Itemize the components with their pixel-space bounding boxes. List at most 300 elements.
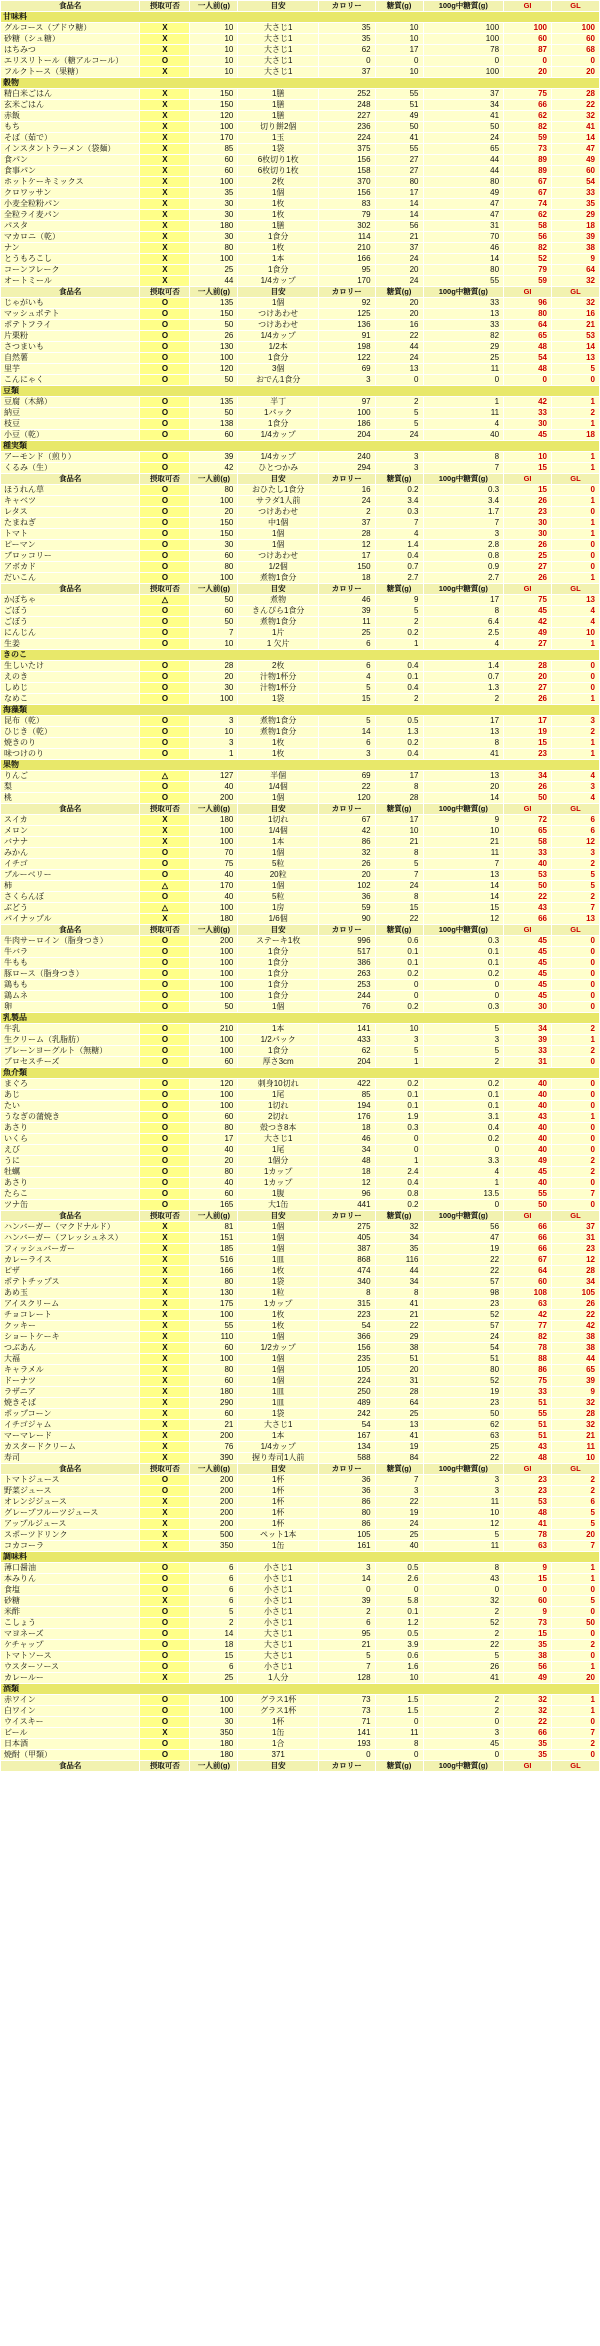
serving-measure: 5粒 [238,859,319,870]
serving-grams: 100 [190,694,238,705]
column-header-3: 目安 [238,1211,319,1222]
intake-allowed: X [140,89,190,100]
gl-value: 0 [551,672,599,683]
serving-measure: 切り餅2個 [238,122,319,133]
column-header-5: 糖質(g) [375,925,423,936]
serving-measure: 刺身10切れ [238,1079,319,1090]
carbs-per-100g: 0 [423,56,504,67]
column-header-2: 一人前(g) [190,584,238,595]
table-row [1,1354,600,1365]
carbs: 0.6 [375,1651,423,1662]
carbs: 51 [375,100,423,111]
serving-measure: 1缶 [238,1728,319,1739]
gl-value: 18 [551,430,599,441]
carbs: 24 [375,430,423,441]
serving-grams: 40 [190,1145,238,1156]
carbs-per-100g: 15 [423,903,504,914]
food-name: 白ワイン [1,1706,140,1717]
gl-value: 1 [551,1035,599,1046]
column-header-gl: GL [551,1464,599,1475]
food-name: ほうれん草 [1,485,140,496]
intake-allowed: X [140,1233,190,1244]
intake-allowed: X [140,1398,190,1409]
calories: 370 [318,177,375,188]
table-row [1,892,600,903]
food-name: 本みりん [1,1574,140,1585]
carbs-per-100g: 4 [423,639,504,650]
serving-grams: 500 [190,1530,238,1541]
food-name: ツナ缶 [1,1200,140,1211]
carbs: 2.7 [375,573,423,584]
carbs: 5.8 [375,1596,423,1607]
food-name: 野菜ジュース [1,1486,140,1497]
serving-measure: 1食分 [238,980,319,991]
carbs-per-100g: 14 [423,881,504,892]
carbs-per-100g: 65 [423,144,504,155]
carbs: 0.3 [375,1123,423,1134]
carbs-per-100g: 12 [423,1519,504,1530]
gi-value: 79 [504,265,552,276]
carbs: 17 [375,45,423,56]
intake-allowed: O [140,485,190,496]
food-name: あさり [1,1123,140,1134]
carbs: 19 [375,1442,423,1453]
carbs: 49 [375,111,423,122]
serving-grams: 166 [190,1266,238,1277]
intake-allowed: X [140,1343,190,1354]
intake-allowed: O [140,540,190,551]
intake-allowed: O [140,1585,190,1596]
calories: 0 [318,56,375,67]
table-header-row [1,925,600,936]
carbs-per-100g: 0.1 [423,1101,504,1112]
gl-value: 0 [551,1200,599,1211]
table-row [1,1343,600,1354]
serving-measure: 1/4カップ [238,452,319,463]
gi-value: 45 [504,1167,552,1178]
gl-value: 14 [551,133,599,144]
table-row [1,1706,600,1717]
intake-allowed: O [140,518,190,529]
category-row [1,12,600,23]
carbs: 3 [375,452,423,463]
serving-measure: 1袋 [238,1277,319,1288]
column-header-name: 食品名 [1,1,140,12]
food-name: アイスクリーム [1,1299,140,1310]
intake-allowed: O [140,1695,190,1706]
gi-value: 53 [504,1497,552,1508]
gi-value: 35 [504,1739,552,1750]
carbs: 40 [375,1541,423,1552]
serving-measure: 1袋 [238,694,319,705]
serving-measure: 1切れ [238,815,319,826]
carbs-per-100g: 0 [423,1717,504,1728]
serving-measure: 1袋 [238,1409,319,1420]
carbs: 44 [375,1266,423,1277]
serving-grams: 100 [190,958,238,969]
carbs: 17 [375,815,423,826]
carbs: 9 [375,595,423,606]
carbs-per-100g: 7 [423,463,504,474]
column-header-4: カロリー [318,1464,375,1475]
calories: 6 [318,1618,375,1629]
serving-grams: 10 [190,56,238,67]
intake-allowed: O [140,1101,190,1112]
gl-value: 0 [551,1178,599,1189]
serving-measure: 1枚 [238,1310,319,1321]
intake-allowed: O [140,859,190,870]
gi-value: 40 [504,1123,552,1134]
food-name: 豆腐（木綿） [1,397,140,408]
carbs-per-100g: 52 [423,1310,504,1321]
carbs: 5 [375,1046,423,1057]
table-row [1,1321,600,1332]
calories: 366 [318,1332,375,1343]
serving-grams: 100 [190,1101,238,1112]
table-row [1,1101,600,1112]
carbs-per-100g: 55 [423,276,504,287]
food-name: マカロニ（乾） [1,232,140,243]
column-header-name: 食品名 [1,1761,140,1772]
carbs-per-100g: 12 [423,914,504,925]
carbs: 22 [375,914,423,925]
carbs-per-100g: 33 [423,320,504,331]
intake-allowed: X [140,1255,190,1266]
carbs-per-100g: 11 [423,1497,504,1508]
calories: 3 [318,1563,375,1574]
carbs-per-100g: 52 [423,1376,504,1387]
gl-value: 0 [551,1651,599,1662]
carbs: 3.9 [375,1640,423,1651]
table-row [1,1629,600,1640]
food-name: こしょう [1,1618,140,1629]
carbs-per-100g: 2 [423,1607,504,1618]
serving-measure: 大さじ1 [238,34,319,45]
gi-value: 10 [504,452,552,463]
calories: 39 [318,1596,375,1607]
carbs-per-100g: 22 [423,1453,504,1464]
calories: 67 [318,815,375,826]
intake-allowed: O [140,1123,190,1134]
column-header-4: カロリー [318,1,375,12]
gi-value: 23 [504,507,552,518]
intake-allowed: O [140,573,190,584]
calories: 90 [318,914,375,925]
food-name: にんじん [1,628,140,639]
gi-value: 19 [504,727,552,738]
serving-measure: 大さじ1 [238,67,319,78]
carbs-per-100g: 2.7 [423,573,504,584]
serving-measure: 1個 [238,188,319,199]
food-name: フィッシュバーガー [1,1244,140,1255]
food-name: イチゴ [1,859,140,870]
serving-grams: 10 [190,45,238,56]
serving-measure: 5粒 [238,892,319,903]
gi-value: 45 [504,969,552,980]
carbs: 0.1 [375,958,423,969]
carbs: 8 [375,782,423,793]
column-header-name: 食品名 [1,1211,140,1222]
serving-grams: 6 [190,1574,238,1585]
table-row [1,837,600,848]
column-header-6: 100g中糖質(g) [423,804,504,815]
gl-value: 0 [551,507,599,518]
gi-value: 25 [504,551,552,562]
serving-grams: 10 [190,34,238,45]
gi-value: 27 [504,639,552,650]
serving-grams: 100 [190,177,238,188]
intake-allowed: O [140,969,190,980]
table-row [1,958,600,969]
serving-measure: 半個 [238,771,319,782]
intake-allowed: O [140,419,190,430]
carbs: 22 [375,1321,423,1332]
gl-value: 0 [551,540,599,551]
gl-value: 7 [551,1728,599,1739]
food-name: 鶏ムネ [1,991,140,1002]
intake-allowed: X [140,111,190,122]
carbs: 20 [375,265,423,276]
serving-measure: 1/4個 [238,782,319,793]
calories: 6 [318,661,375,672]
carbs-per-100g: 98 [423,1288,504,1299]
serving-measure: 中1個 [238,518,319,529]
carbs: 0.4 [375,683,423,694]
gi-value: 48 [504,1453,552,1464]
calories: 95 [318,265,375,276]
serving-grams: 10 [190,67,238,78]
table-row [1,155,600,166]
carbs-per-100g: 25 [423,353,504,364]
intake-allowed: X [140,188,190,199]
food-name: パスタ [1,221,140,232]
serving-grams: 100 [190,1695,238,1706]
table-row [1,144,600,155]
gi-value: 42 [504,1310,552,1321]
serving-grams: 180 [190,1387,238,1398]
carbs-per-100g: 0.9 [423,562,504,573]
serving-grams: 165 [190,1200,238,1211]
intake-allowed: X [140,1288,190,1299]
carbs: 2 [375,694,423,705]
gi-value: 40 [504,859,552,870]
carbs-per-100g: 3.4 [423,496,504,507]
calories: 253 [318,980,375,991]
column-header-2: 一人前(g) [190,474,238,485]
calories: 102 [318,881,375,892]
serving-grams: 6 [190,1585,238,1596]
food-name: 玄米ごはん [1,100,140,111]
carbs: 21 [375,232,423,243]
food-name: そば（茹で） [1,133,140,144]
food-name: マッシュポテト [1,309,140,320]
gl-value: 6 [551,815,599,826]
carbs: 7 [375,1475,423,1486]
gl-value: 0 [551,551,599,562]
table-row [1,1475,600,1486]
gi-value: 88 [504,1354,552,1365]
serving-measure: 1カップ [238,1167,319,1178]
carbs-per-100g: 50 [423,122,504,133]
column-header-1: 摂取可否 [140,287,190,298]
serving-measure: 小さじ1 [238,1585,319,1596]
calories: 236 [318,122,375,133]
carbs-per-100g: 44 [423,166,504,177]
intake-allowed: O [140,793,190,804]
category-label: 調味料 [1,1552,600,1563]
category-label: 甘味料 [1,12,600,23]
calories: 158 [318,166,375,177]
carbs: 24 [375,881,423,892]
serving-grams: 60 [190,155,238,166]
intake-allowed: △ [140,771,190,782]
carbs: 7 [375,518,423,529]
calories: 85 [318,1090,375,1101]
carbs: 116 [375,1255,423,1266]
food-name: たい [1,1101,140,1112]
calories: 73 [318,1706,375,1717]
food-name: キャベツ [1,496,140,507]
carbs: 0.1 [375,1607,423,1618]
intake-allowed: X [140,1277,190,1288]
calories: 71 [318,1717,375,1728]
table-row [1,1178,600,1189]
serving-grams: 138 [190,419,238,430]
gi-value: 40 [504,1090,552,1101]
column-header-gi: GI [504,1211,552,1222]
food-name: ぶどう [1,903,140,914]
gi-value: 48 [504,364,552,375]
carbs: 56 [375,221,423,232]
calories: 83 [318,199,375,210]
intake-allowed: X [140,221,190,232]
serving-grams: 150 [190,529,238,540]
carbs-per-100g: 80 [423,265,504,276]
serving-grams: 1 [190,749,238,760]
gl-value: 28 [551,1266,599,1277]
gi-value: 27 [504,683,552,694]
intake-allowed: X [140,265,190,276]
gl-value: 10 [551,1453,599,1464]
calories: 46 [318,595,375,606]
serving-measure: 1枚 [238,1266,319,1277]
gl-value: 60 [551,34,599,45]
table-row [1,1310,600,1321]
serving-grams: 21 [190,1420,238,1431]
serving-grams: 30 [190,1717,238,1728]
gl-value: 2 [551,408,599,419]
serving-measure: 1個 [238,1332,319,1343]
serving-measure: 1/2カップ [238,1343,319,1354]
table-row [1,463,600,474]
intake-allowed: X [140,1310,190,1321]
gi-value: 66 [504,914,552,925]
carbs: 8 [375,1288,423,1299]
intake-allowed: X [140,34,190,45]
food-name: 日本酒 [1,1739,140,1750]
serving-measure: おでん1食分 [238,375,319,386]
food-name: 食パン [1,155,140,166]
carbs-per-100g: 14 [423,793,504,804]
gl-value: 0 [551,1057,599,1068]
table-row [1,419,600,430]
gl-value: 2 [551,1640,599,1651]
serving-grams: 185 [190,1244,238,1255]
carbs-per-100g: 0.2 [423,1079,504,1090]
serving-measure: 1枚 [238,243,319,254]
food-name: バナナ [1,837,140,848]
calories: 100 [318,408,375,419]
calories: 224 [318,133,375,144]
table-row [1,1508,600,1519]
food-name: まぐろ [1,1079,140,1090]
intake-allowed: O [140,749,190,760]
calories: 156 [318,1343,375,1354]
table-row [1,1288,600,1299]
table-row [1,1651,600,1662]
intake-allowed: X [140,1541,190,1552]
column-header-2: 一人前(g) [190,1,238,12]
food-name: 牛肉サーロイン（脂身つき） [1,936,140,947]
gl-value: 20 [551,1530,599,1541]
table-row [1,1112,600,1123]
calories: 26 [318,859,375,870]
intake-allowed: X [140,1354,190,1365]
gi-value: 39 [504,1035,552,1046]
gi-value: 59 [504,133,552,144]
table-row [1,903,600,914]
gi-value: 60 [504,1596,552,1607]
food-name: はちみつ [1,45,140,56]
serving-grams: 100 [190,1310,238,1321]
gi-value: 26 [504,782,552,793]
serving-measure: 大さじ1 [238,1651,319,1662]
serving-grams: 30 [190,683,238,694]
gi-value: 38 [504,1651,552,1662]
carbs: 64 [375,1398,423,1409]
food-name: 桃 [1,793,140,804]
table-row [1,452,600,463]
carbs: 16 [375,320,423,331]
table-row [1,298,600,309]
intake-allowed: X [140,837,190,848]
carbs-per-100g: 41 [423,1673,504,1684]
carbs-per-100g: 10 [423,1508,504,1519]
table-row [1,1563,600,1574]
carbs-per-100g: 13 [423,771,504,782]
food-name: 豚ロース（脂身つき） [1,969,140,980]
carbs-per-100g: 100 [423,23,504,34]
intake-allowed: X [140,1728,190,1739]
calories: 248 [318,100,375,111]
serving-grams: 6 [190,1662,238,1673]
food-name: スイカ [1,815,140,826]
carbs-per-100g: 54 [423,1343,504,1354]
food-name: 片栗粉 [1,331,140,342]
gl-value: 12 [551,1255,599,1266]
serving-grams: 135 [190,298,238,309]
food-name: ごぼう [1,606,140,617]
column-header-3: 目安 [238,1464,319,1475]
category-row [1,705,600,716]
serving-measure: きんぴら1食分 [238,606,319,617]
table-row [1,496,600,507]
serving-grams: 80 [190,485,238,496]
gl-value: 54 [551,177,599,188]
food-name: ケチャップ [1,1640,140,1651]
gi-value: 32 [504,1695,552,1706]
serving-measure: 1個 [238,1244,319,1255]
